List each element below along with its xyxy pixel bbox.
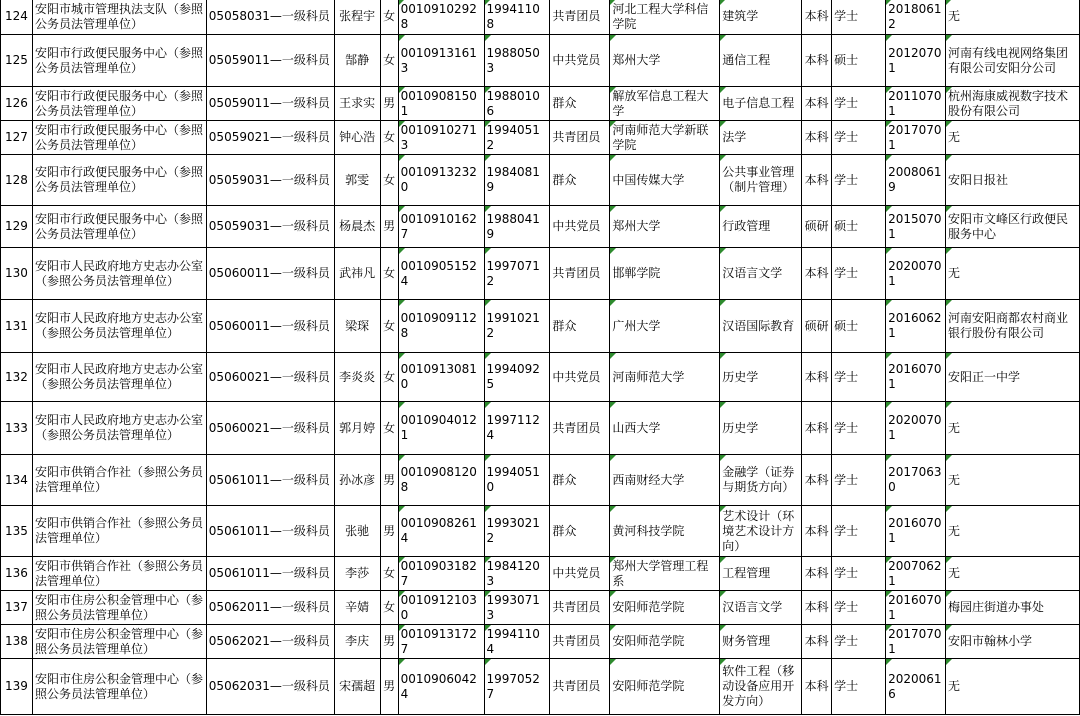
position-code-cell: 05059011—一级科员 [206,87,334,121]
school-cell: 安阳师范学院 [610,625,720,659]
unit-cell: 安阳市供销合作社（参照公务员法管理单位） [32,506,206,557]
degree-cell: 学士 [832,557,886,591]
work-unit-cell: 无 [946,0,1080,35]
birth-date-cell: 19970712 [484,248,550,300]
political-status-cell: 群众 [550,300,610,353]
school-cell: 黄河科技学院 [610,506,720,557]
exam-number-cell: 00109081501 [398,87,484,121]
table-row [1,591,1080,625]
birth-date-cell: 19910212 [484,300,550,353]
row-number-cell: 124 [1,0,33,35]
work-unit-cell: 河南有线电视网络集团有限公司安阳分公司 [946,35,1080,87]
unit-cell: 安阳市住房公积金管理中心（参照公务员法管理单位） [32,659,206,715]
name-cell: 郭雯 [334,155,380,206]
major-cell: 汉语言文学 [720,591,802,625]
work-unit-cell: 安阳正一中学 [946,353,1080,402]
gender-cell: 男 [380,206,398,248]
education-cell: 本科 [802,121,832,155]
gender-cell: 男 [380,506,398,557]
gender-cell: 男 [380,659,398,715]
position-code-cell: 05059011—一级科员 [206,35,334,87]
graduation-date-cell: 20200616 [886,659,946,715]
work-unit-cell: 安阳日报社 [946,155,1080,206]
degree-cell: 学士 [832,0,886,35]
major-cell: 软件工程（移动设备应用开发方向） [720,659,802,715]
education-cell: 本科 [802,402,832,455]
major-cell: 电子信息工程 [720,87,802,121]
row-number-cell: 139 [1,659,33,715]
table-row [1,455,1080,506]
position-code-cell: 05060011—一级科员 [206,300,334,353]
unit-cell: 安阳市行政便民服务中心（参照公务员法管理单位） [32,155,206,206]
graduation-date-cell: 20080619 [886,155,946,206]
row-number-cell: 133 [1,402,33,455]
graduation-date-cell: 20180612 [886,0,946,35]
work-unit-cell: 无 [946,402,1080,455]
table-row [1,300,1080,353]
graduation-date-cell: 20070621 [886,557,946,591]
school-cell: 安阳师范学院 [610,591,720,625]
education-cell: 硕研 [802,206,832,248]
degree-cell: 学士 [832,121,886,155]
school-cell: 山西大学 [610,402,720,455]
row-number-cell: 126 [1,87,33,121]
table-row [1,0,1080,35]
name-cell: 辛婧 [334,591,380,625]
graduation-date-cell: 20170701 [886,121,946,155]
school-cell: 郑州大学管理工程系 [610,557,720,591]
position-code-cell: 05061011—一级科员 [206,455,334,506]
political-status-cell: 中共党员 [550,557,610,591]
exam-number-cell: 00109131613 [398,35,484,87]
row-number-cell: 129 [1,206,33,248]
name-cell: 李庆 [334,625,380,659]
school-cell: 安阳师范学院 [610,659,720,715]
graduation-date-cell: 20170701 [886,625,946,659]
degree-cell: 硕士 [832,206,886,248]
school-cell: 河南师范大学 [610,353,720,402]
major-cell: 工程管理 [720,557,802,591]
work-unit-cell: 无 [946,455,1080,506]
education-cell: 本科 [802,506,832,557]
gender-cell: 女 [380,402,398,455]
work-unit-cell: 无 [946,557,1080,591]
gender-cell: 女 [380,557,398,591]
exam-number-cell: 00109031827 [398,557,484,591]
work-unit-cell: 梅园庄街道办事处 [946,591,1080,625]
work-unit-cell: 无 [946,659,1080,715]
unit-cell: 安阳市行政便民服务中心（参照公务员法管理单位） [32,121,206,155]
unit-cell: 安阳市行政便民服务中心（参照公务员法管理单位） [32,206,206,248]
graduation-date-cell: 20200701 [886,402,946,455]
graduation-date-cell: 20160701 [886,506,946,557]
birth-date-cell: 19940925 [484,353,550,402]
row-number-cell: 132 [1,353,33,402]
birth-date-cell: 19840819 [484,155,550,206]
name-cell: 张驰 [334,506,380,557]
name-cell: 钟心浩 [334,121,380,155]
political-status-cell: 共青团员 [550,0,610,35]
exam-number-cell: 00109102713 [398,121,484,155]
education-cell: 本科 [802,659,832,715]
graduation-date-cell: 20160621 [886,300,946,353]
major-cell: 艺术设计（环境艺术设计方向） [720,506,802,557]
row-number-cell: 127 [1,121,33,155]
major-cell: 汉语言文学 [720,248,802,300]
name-cell: 杨晨杰 [334,206,380,248]
gender-cell: 女 [380,300,398,353]
exam-number-cell: 00109101627 [398,206,484,248]
political-status-cell: 中共党员 [550,35,610,87]
birth-date-cell: 19941104 [484,625,550,659]
position-code-cell: 05062021—一级科员 [206,625,334,659]
position-code-cell: 05059021—一级科员 [206,121,334,155]
row-number-cell: 138 [1,625,33,659]
birth-date-cell: 19971124 [484,402,550,455]
political-status-cell: 群众 [550,506,610,557]
table-row [1,248,1080,300]
unit-cell: 安阳市住房公积金管理中心（参照公务员法管理单位） [32,625,206,659]
birth-date-cell: 19941108 [484,0,550,35]
major-cell: 金融学（证券与期货方向） [720,455,802,506]
birth-date-cell: 19940512 [484,121,550,155]
graduation-date-cell: 20170630 [886,455,946,506]
education-cell: 本科 [802,0,832,35]
exam-number-cell: 00109102928 [398,0,484,35]
birth-date-cell: 19930713 [484,591,550,625]
position-code-cell: 05061011—一级科员 [206,557,334,591]
row-number-cell: 137 [1,591,33,625]
education-cell: 硕研 [802,300,832,353]
political-status-cell: 中共党员 [550,353,610,402]
work-unit-cell: 无 [946,248,1080,300]
school-cell: 河北工程大学科信学院 [610,0,720,35]
degree-cell: 学士 [832,402,886,455]
position-code-cell: 05062031—一级科员 [206,659,334,715]
birth-date-cell: 19880419 [484,206,550,248]
exam-number-cell: 00109060424 [398,659,484,715]
gender-cell: 女 [380,0,398,35]
row-number-cell: 131 [1,300,33,353]
major-cell: 建筑学 [720,0,802,35]
unit-cell: 安阳市人民政府地方史志办公室（参照公务员法管理单位） [32,402,206,455]
education-cell: 本科 [802,353,832,402]
name-cell: 孙冰彦 [334,455,380,506]
table-row [1,625,1080,659]
political-status-cell: 群众 [550,155,610,206]
political-status-cell: 共青团员 [550,625,610,659]
birth-date-cell: 19970527 [484,659,550,715]
education-cell: 本科 [802,455,832,506]
education-cell: 本科 [802,591,832,625]
row-number-cell: 135 [1,506,33,557]
school-cell: 广州大学 [610,300,720,353]
table-row [1,557,1080,591]
major-cell: 公共事业管理（制片管理） [720,155,802,206]
name-cell: 李莎 [334,557,380,591]
political-status-cell: 中共党员 [550,206,610,248]
school-cell: 中国传媒大学 [610,155,720,206]
major-cell: 汉语国际教育 [720,300,802,353]
work-unit-cell: 安阳市文峰区行政便民服务中心 [946,206,1080,248]
political-status-cell: 群众 [550,455,610,506]
education-cell: 本科 [802,35,832,87]
unit-cell: 安阳市住房公积金管理中心（参照公务员法管理单位） [32,591,206,625]
gender-cell: 男 [380,625,398,659]
degree-cell: 学士 [832,87,886,121]
gender-cell: 男 [380,455,398,506]
work-unit-cell: 安阳市翰林小学 [946,625,1080,659]
unit-cell: 安阳市城市管理执法支队（参照公务员法管理单位） [32,0,206,35]
political-status-cell: 群众 [550,87,610,121]
position-code-cell: 05060011—一级科员 [206,248,334,300]
exam-number-cell: 00109091128 [398,300,484,353]
degree-cell: 硕士 [832,300,886,353]
row-number-cell: 130 [1,248,33,300]
name-cell: 王求实 [334,87,380,121]
gender-cell: 女 [380,121,398,155]
graduation-date-cell: 20120701 [886,35,946,87]
birth-date-cell: 19880503 [484,35,550,87]
major-cell: 通信工程 [720,35,802,87]
political-status-cell: 共青团员 [550,248,610,300]
major-cell: 历史学 [720,402,802,455]
exam-number-cell: 00109131727 [398,625,484,659]
degree-cell: 学士 [832,506,886,557]
row-number-cell: 134 [1,455,33,506]
table-row [1,121,1080,155]
graduation-date-cell: 20200701 [886,248,946,300]
exam-number-cell: 00109121030 [398,591,484,625]
school-cell: 郑州大学 [610,206,720,248]
gender-cell: 女 [380,591,398,625]
table-row [1,506,1080,557]
name-cell: 郜静 [334,35,380,87]
exam-number-cell: 00109081208 [398,455,484,506]
education-cell: 本科 [802,155,832,206]
table-row [1,659,1080,715]
graduation-date-cell: 20160701 [886,591,946,625]
table-row [1,35,1080,87]
degree-cell: 学士 [832,625,886,659]
birth-date-cell: 19841203 [484,557,550,591]
birth-date-cell: 19940510 [484,455,550,506]
graduation-date-cell: 20110701 [886,87,946,121]
position-code-cell: 05061011—一级科员 [206,506,334,557]
school-cell: 邯郸学院 [610,248,720,300]
gender-cell: 女 [380,155,398,206]
name-cell: 武祎凡 [334,248,380,300]
position-code-cell: 05062011—一级科员 [206,591,334,625]
birth-date-cell: 19930212 [484,506,550,557]
degree-cell: 学士 [832,591,886,625]
unit-cell: 安阳市供销合作社（参照公务员法管理单位） [32,455,206,506]
exam-number-cell: 00109040121 [398,402,484,455]
education-cell: 本科 [802,557,832,591]
political-status-cell: 共青团员 [550,659,610,715]
political-status-cell: 共青团员 [550,121,610,155]
table-body [1,0,1080,715]
school-cell: 河南师范大学新联学院 [610,121,720,155]
degree-cell: 学士 [832,659,886,715]
exam-number-cell: 00109130810 [398,353,484,402]
unit-cell: 安阳市行政便民服务中心（参照公务员法管理单位） [32,35,206,87]
table-row [1,87,1080,121]
exam-number-cell: 00109132320 [398,155,484,206]
major-cell: 行政管理 [720,206,802,248]
graduation-date-cell: 20150701 [886,206,946,248]
gender-cell: 女 [380,248,398,300]
political-status-cell: 共青团员 [550,591,610,625]
name-cell: 宋孺超 [334,659,380,715]
position-code-cell: 05060021—一级科员 [206,353,334,402]
name-cell: 张程宇 [334,0,380,35]
degree-cell: 学士 [832,248,886,300]
gender-cell: 女 [380,35,398,87]
exam-number-cell: 00109082614 [398,506,484,557]
degree-cell: 学士 [832,455,886,506]
degree-cell: 硕士 [832,35,886,87]
row-number-cell: 125 [1,35,33,87]
work-unit-cell: 无 [946,121,1080,155]
school-cell: 西南财经大学 [610,455,720,506]
work-unit-cell: 河南安阳商都农村商业银行股份有限公司 [946,300,1080,353]
work-unit-cell: 无 [946,506,1080,557]
education-cell: 本科 [802,87,832,121]
name-cell: 梁琛 [334,300,380,353]
major-cell: 历史学 [720,353,802,402]
work-unit-cell: 杭州海康威视数字技术股份有限公司 [946,87,1080,121]
unit-cell: 安阳市人民政府地方史志办公室（参照公务员法管理单位） [32,300,206,353]
education-cell: 本科 [802,625,832,659]
name-cell: 郭月婷 [334,402,380,455]
gender-cell: 女 [380,353,398,402]
unit-cell: 安阳市供销合作社（参照公务员法管理单位） [32,557,206,591]
table-row [1,206,1080,248]
exam-number-cell: 00109051524 [398,248,484,300]
position-code-cell: 05059031—一级科员 [206,155,334,206]
major-cell: 法学 [720,121,802,155]
unit-cell: 安阳市行政便民服务中心（参照公务员法管理单位） [32,87,206,121]
table-row [1,155,1080,206]
political-status-cell: 共青团员 [550,402,610,455]
school-cell: 解放军信息工程大学 [610,87,720,121]
unit-cell: 安阳市人民政府地方史志办公室（参照公务员法管理单位） [32,248,206,300]
degree-cell: 学士 [832,353,886,402]
graduation-date-cell: 20160701 [886,353,946,402]
row-number-cell: 136 [1,557,33,591]
degree-cell: 学士 [832,155,886,206]
school-cell: 郑州大学 [610,35,720,87]
position-code-cell: 05060021—一级科员 [206,402,334,455]
table-row [1,353,1080,402]
birth-date-cell: 19880106 [484,87,550,121]
unit-cell: 安阳市人民政府地方史志办公室（参照公务员法管理单位） [32,353,206,402]
row-number-cell: 128 [1,155,33,206]
position-code-cell: 05058031—一级科员 [206,0,334,35]
name-cell: 李炎炎 [334,353,380,402]
gender-cell: 男 [380,87,398,121]
position-code-cell: 05059031—一级科员 [206,206,334,248]
education-cell: 本科 [802,248,832,300]
major-cell: 财务管理 [720,625,802,659]
table-row [1,402,1080,455]
